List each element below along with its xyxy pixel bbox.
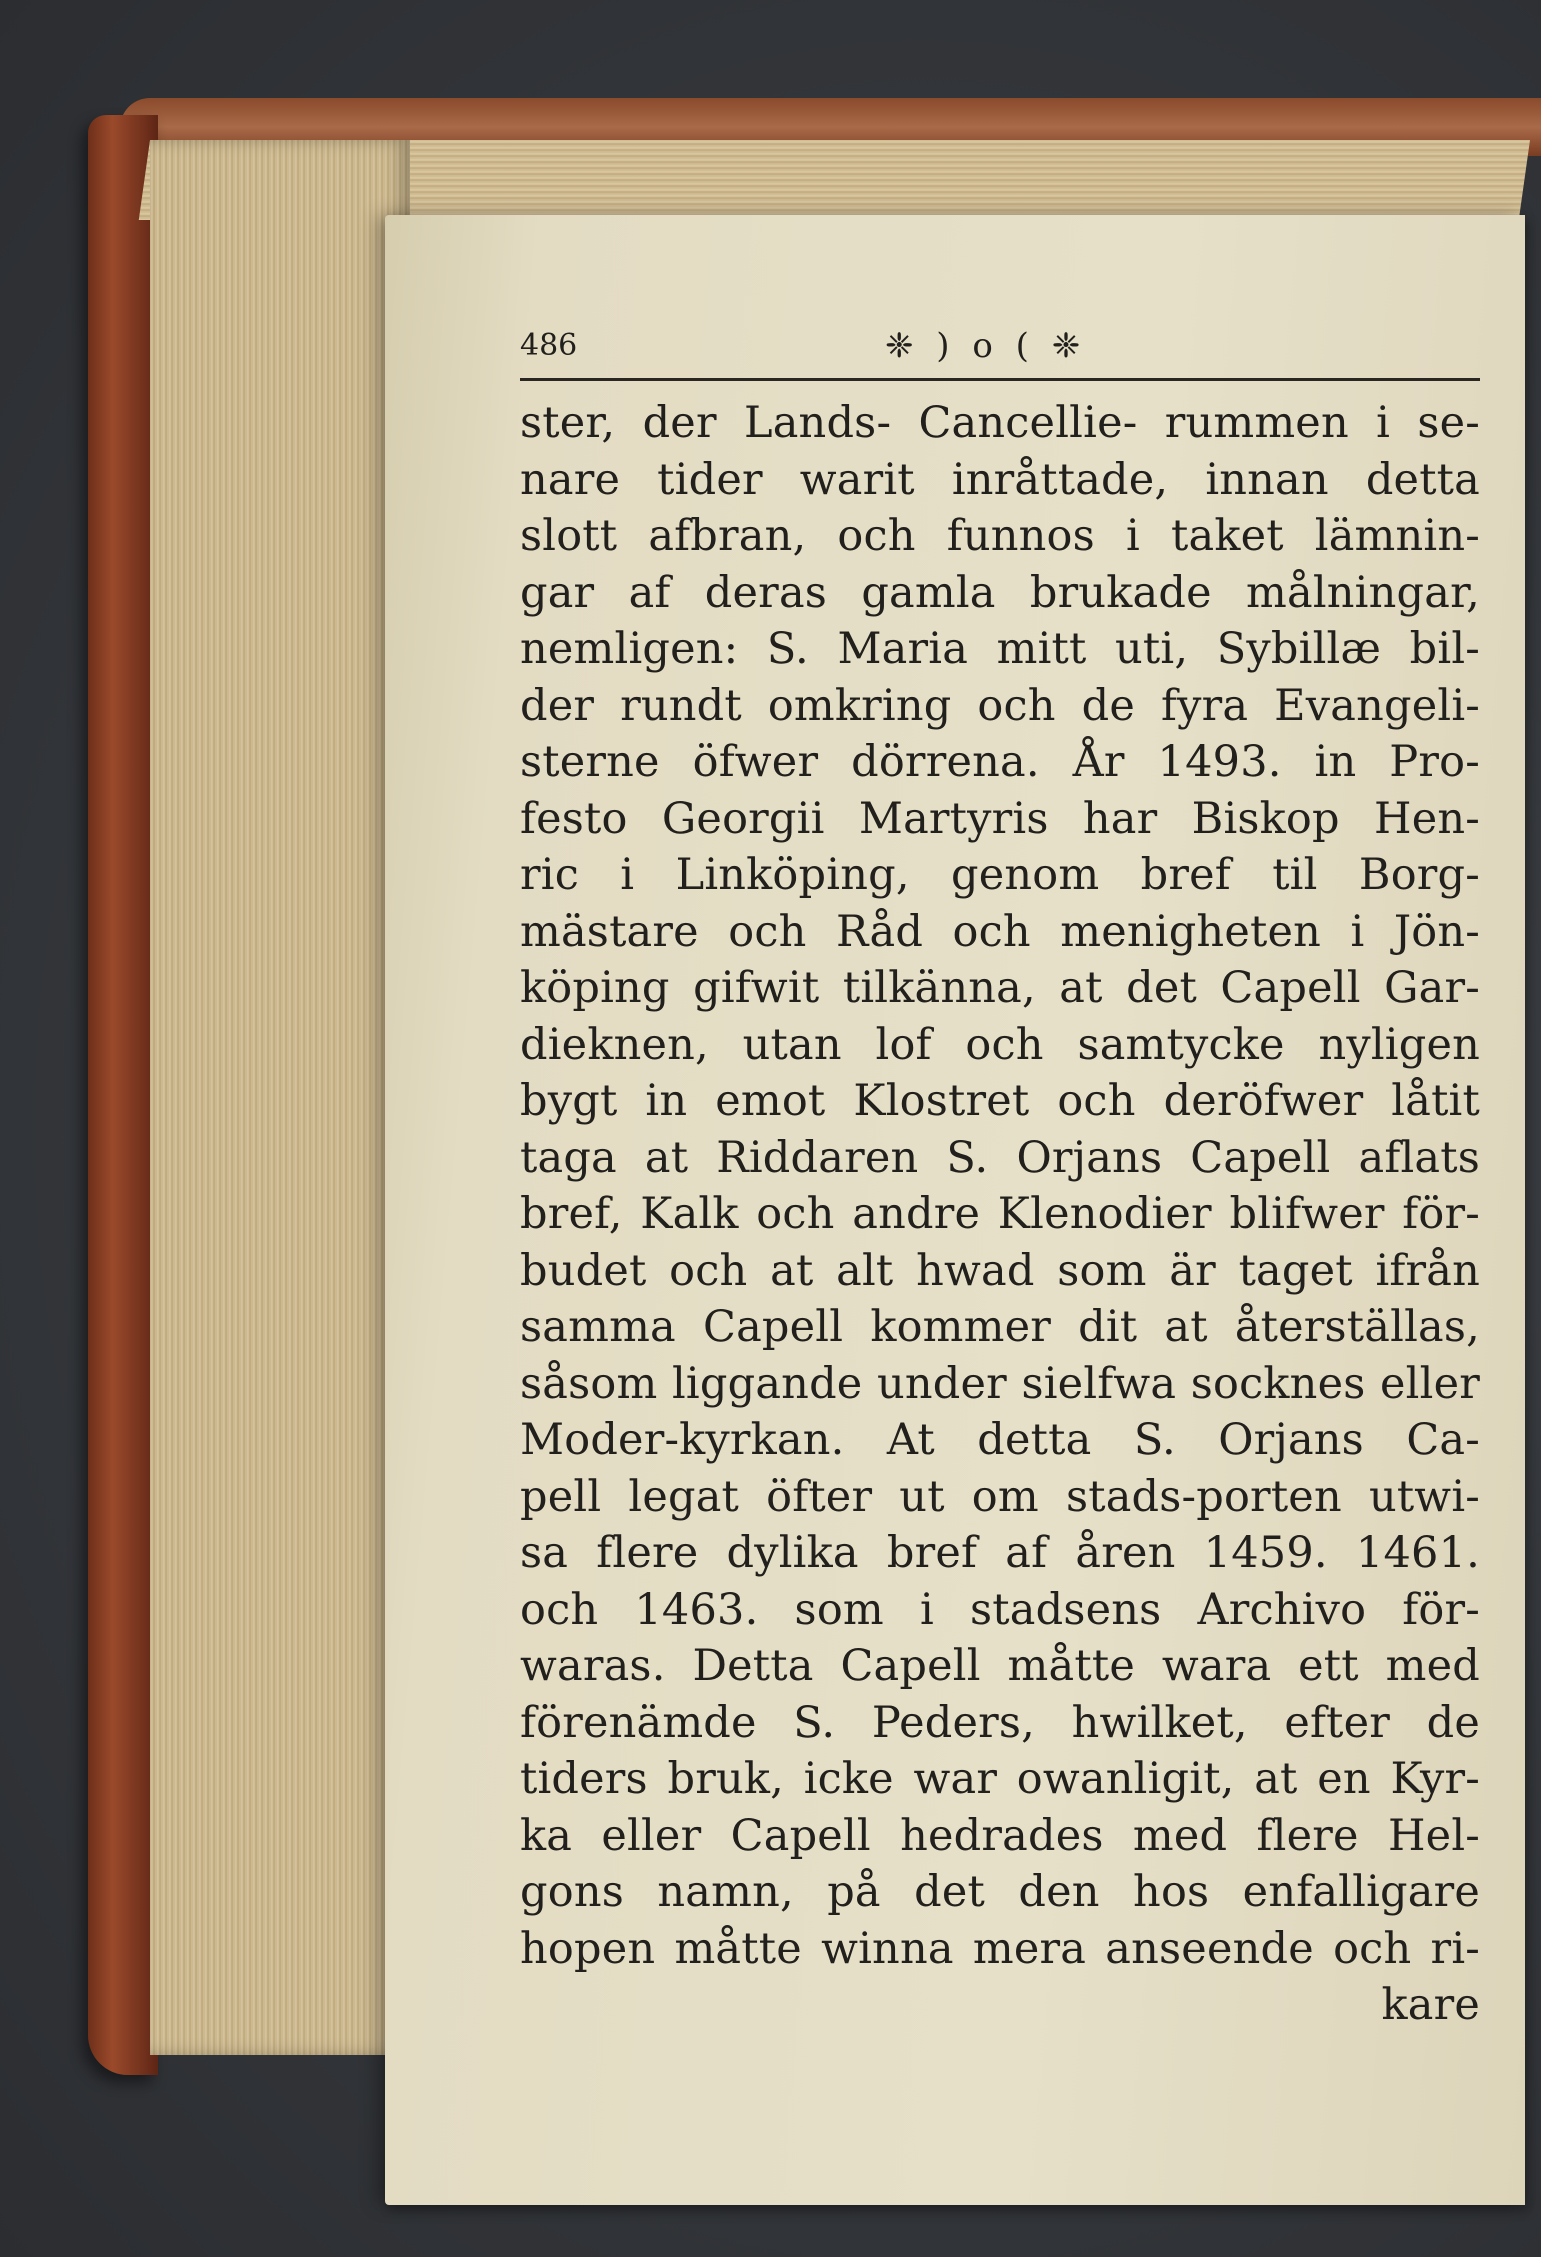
text-line: såsom liggande under sielfwa socknes eller [520, 1358, 1480, 1409]
text-line: samma Capell kommer dit at återställas, [520, 1302, 1480, 1352]
text-line: sa flere dylika bref af åren 1459. 1461. [520, 1528, 1480, 1578]
text-line: gar af deras gamla brukade målningar, [520, 567, 1480, 618]
text-line: nemligen: S. Maria mitt uti, Sybillæ bil- [520, 624, 1480, 674]
text-line: mästare och Råd och menigheten i Jön- [520, 906, 1480, 957]
text-line: ster, der Lands- Cancellie- rummen i se- [520, 398, 1480, 448]
text-line: köping gifwit tilkänna, at det Capell Gar- [520, 963, 1480, 1013]
text-line: gons namn, på det den hos enfalligare [520, 1867, 1480, 1917]
text-line: der rundt omkring och de fyra Evangeli- [520, 680, 1480, 731]
book-page [385, 215, 1525, 2205]
text-lines [520, 395, 1480, 1977]
book-cover-spine-edge [88, 115, 158, 2075]
page-number: 486 [520, 328, 578, 363]
text-line: och 1463. som i stadsens Archivo för- [520, 1584, 1480, 1635]
page-header [520, 320, 1480, 381]
page-block-side-edge [150, 140, 410, 2055]
text-line: tiders bruk, icke war owanligit, at en Kyr- [520, 1754, 1480, 1804]
text-line: ka eller Capell hedrades med flere Hel- [520, 1810, 1480, 1861]
text-line: festo Georgii Martyris har Biskop Hen- [520, 793, 1480, 844]
text-line: bref, Kalk och andre Klenodier blifwer för- [520, 1189, 1480, 1239]
text-line: förenämde S. Peders, hwilket, efter de [520, 1697, 1480, 1748]
text-line: bygt in emot Klostret och deröfwer låtit [520, 1076, 1480, 1126]
text-line: hopen måtte winna mera anseende och ri- [520, 1923, 1480, 1974]
text-line: slott afbran, och funnos i taket lämnin- [520, 511, 1480, 561]
text-line: dieknen, utan lof och samtycke nyligen [520, 1019, 1480, 1070]
text-line: taga at Riddaren S. Orjans Capell aflats [520, 1132, 1480, 1183]
text-line: Moder-kyrkan. At detta S. Orjans Ca- [520, 1415, 1480, 1465]
header-ornament: ❈ ) o ( ❈ [885, 326, 1087, 366]
text-line: pell legat öfter ut om stads-porten utwi- [520, 1471, 1480, 1522]
text-line: waras. Detta Capell måtte wara ett med [520, 1641, 1480, 1691]
text-line: nare tider warit inråttade, innan detta [520, 454, 1480, 505]
text-line: budet och at alt hwad som är taget ifrån [520, 1245, 1480, 1296]
text-line: ric i Linköping, genom bref til Borg- [520, 850, 1480, 900]
page-text-block [520, 320, 1480, 2034]
text-line: sterne öfwer dörrena. År 1493. in Pro- [520, 737, 1480, 787]
catchword: kare [1381, 1980, 1480, 2030]
